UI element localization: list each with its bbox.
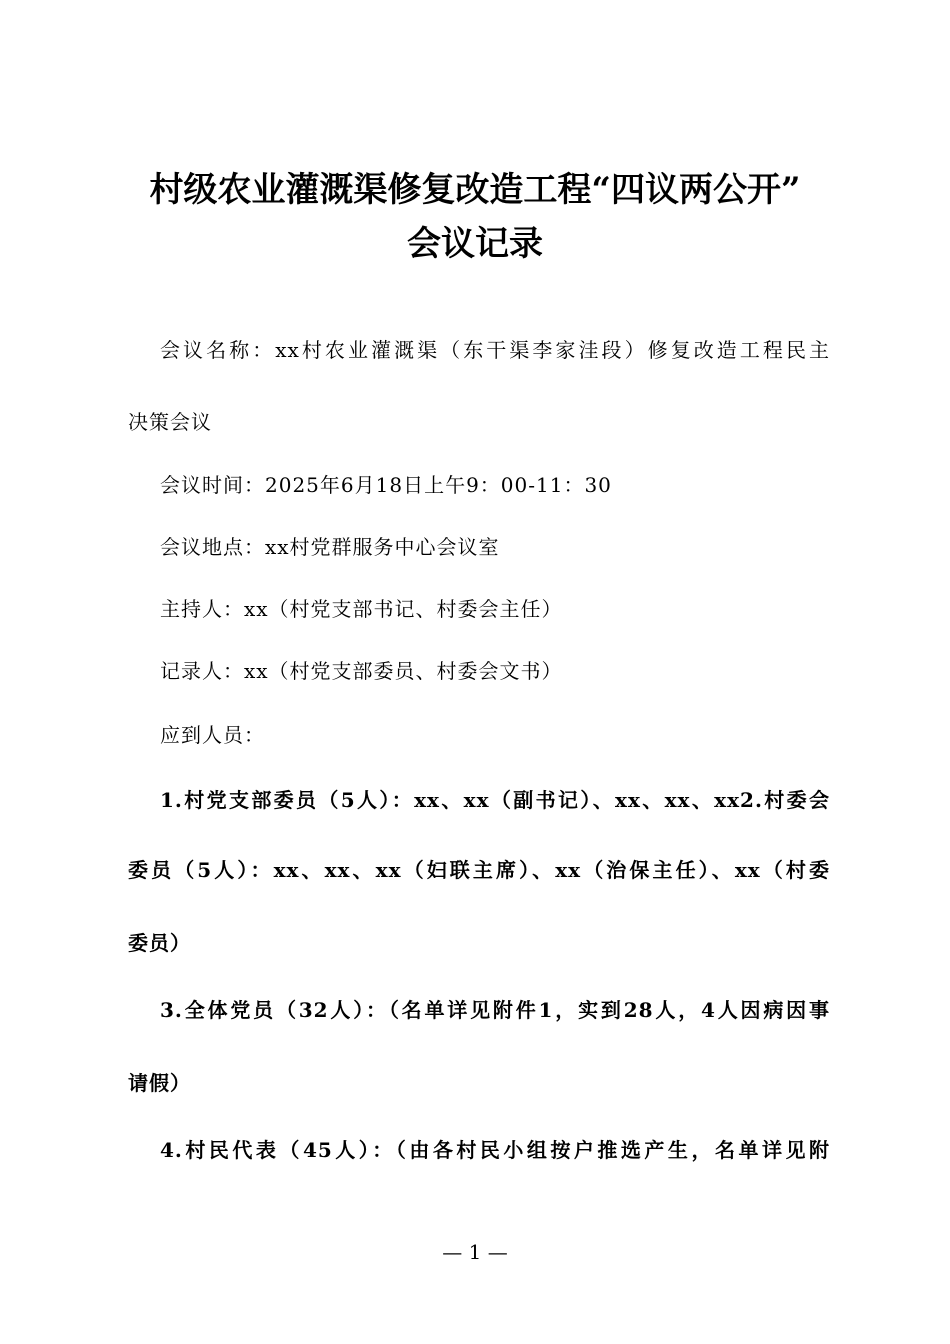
attendees-label: 应到人员： <box>160 723 265 747</box>
meeting-recorder: 记录人：xx（村党支部委员、村委会文书） <box>160 659 563 683</box>
meeting-host: 主持人：xx（村党支部书记、村委会主任） <box>160 597 563 621</box>
attendee-item-3-cont: 请假） <box>128 1071 191 1095</box>
attendee-item-4: 4.村民代表（45人）：（由各村民小组按户推选产生，名单详见附 <box>160 1138 830 1162</box>
attendee-item-3: 3.全体党员（32人）：（名单详见附件1，实到28人，4人因病因事 <box>160 998 830 1022</box>
meeting-name: 会议名称：xx村农业灌溉渠（东干渠李家洼段）修复改造工程民主 <box>160 338 830 362</box>
attendee-item-1-cont2: 委员） <box>128 931 191 955</box>
title-line-2: 会议记录 <box>407 224 543 264</box>
page-number: — 1 — <box>442 1240 508 1264</box>
meeting-place: 会议地点：xx村党群服务中心会议室 <box>160 535 500 559</box>
meeting-time: 会议时间：2025年6月18日上午9：00-11：30 <box>160 473 612 497</box>
meeting-name-cont: 决策会议 <box>128 410 212 434</box>
title-line-1: 村级农业灌溉渠修复改造工程“四议两公开” <box>149 170 801 210</box>
attendee-item-1-cont: 委员（5人）：xx、xx、xx（妇联主席）、xx（治保主任）、xx（村委 <box>128 858 830 882</box>
attendee-item-1: 1.村党支部委员（5人）：xx、xx（副书记）、xx、xx、xx2.村委会 <box>160 788 830 812</box>
